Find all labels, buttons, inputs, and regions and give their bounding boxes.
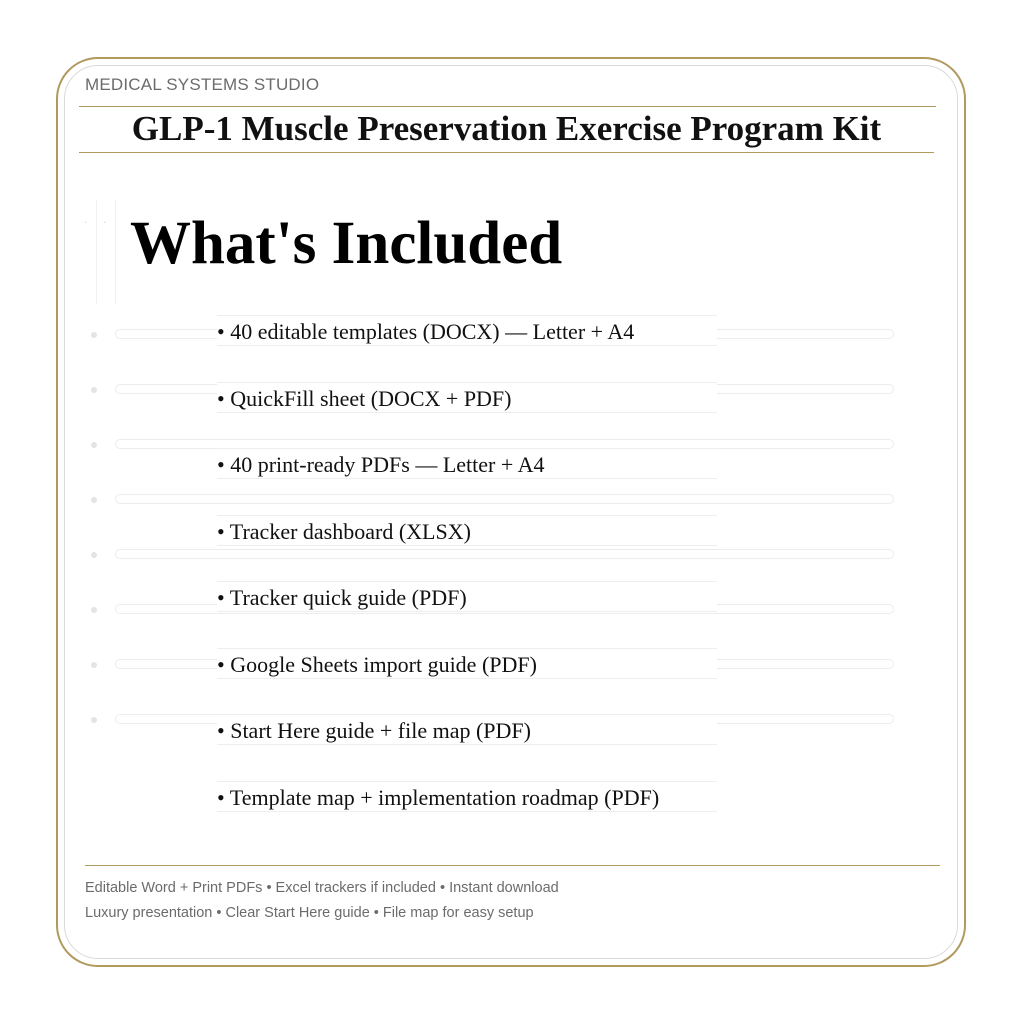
list-item-text: • Google Sheets import guide (PDF) [217,648,717,679]
list-item-text: • QuickFill sheet (DOCX + PDF) [217,382,717,413]
included-items-list [217,315,717,847]
list-item-text: • Start Here guide + file map (PDF) [217,714,717,745]
footer-divider [85,865,940,866]
slot-dot [91,552,97,558]
list-item [217,382,717,449]
ghost-bracket [96,200,116,304]
slot-dot [91,332,97,338]
list-item-text: • 40 editable templates (DOCX) — Letter + A4 [217,315,717,346]
footer-features-line: Editable Word + Print PDFs • Excel trackers if included • Instant download [85,880,559,896]
list-item-text: • Template map + implementation roadmap (PDF) [217,781,717,812]
slot-dot [91,662,97,668]
section-heading: What's Included [130,210,563,277]
list-item-text: • Tracker dashboard (XLSX) [217,515,717,546]
list-item [217,315,717,382]
top-divider [79,106,936,107]
list-item [217,781,717,848]
list-item [217,448,717,515]
kit-title: GLP-1 Muscle Preservation Exercise Program Kit [131,109,882,148]
list-item [217,581,717,648]
list-item [217,648,717,715]
slot-dot [91,607,97,613]
slot-dot [91,442,97,448]
slot-dot [91,497,97,503]
slot-dot [91,717,97,723]
list-item-text: • 40 print-ready PDFs — Letter + A4 [217,448,717,479]
list-item-text: • Tracker quick guide (PDF) [217,581,717,612]
list-item [217,714,717,781]
title-divider [79,152,934,153]
slot-dot [91,387,97,393]
ghost-dots: ·· [84,218,123,229]
footer-presentation-line: Luxury presentation • Clear Start Here guide • File map for easy setup [85,905,534,921]
list-item [217,515,717,582]
brand-name: MEDICAL SYSTEMS STUDIO [85,75,320,94]
